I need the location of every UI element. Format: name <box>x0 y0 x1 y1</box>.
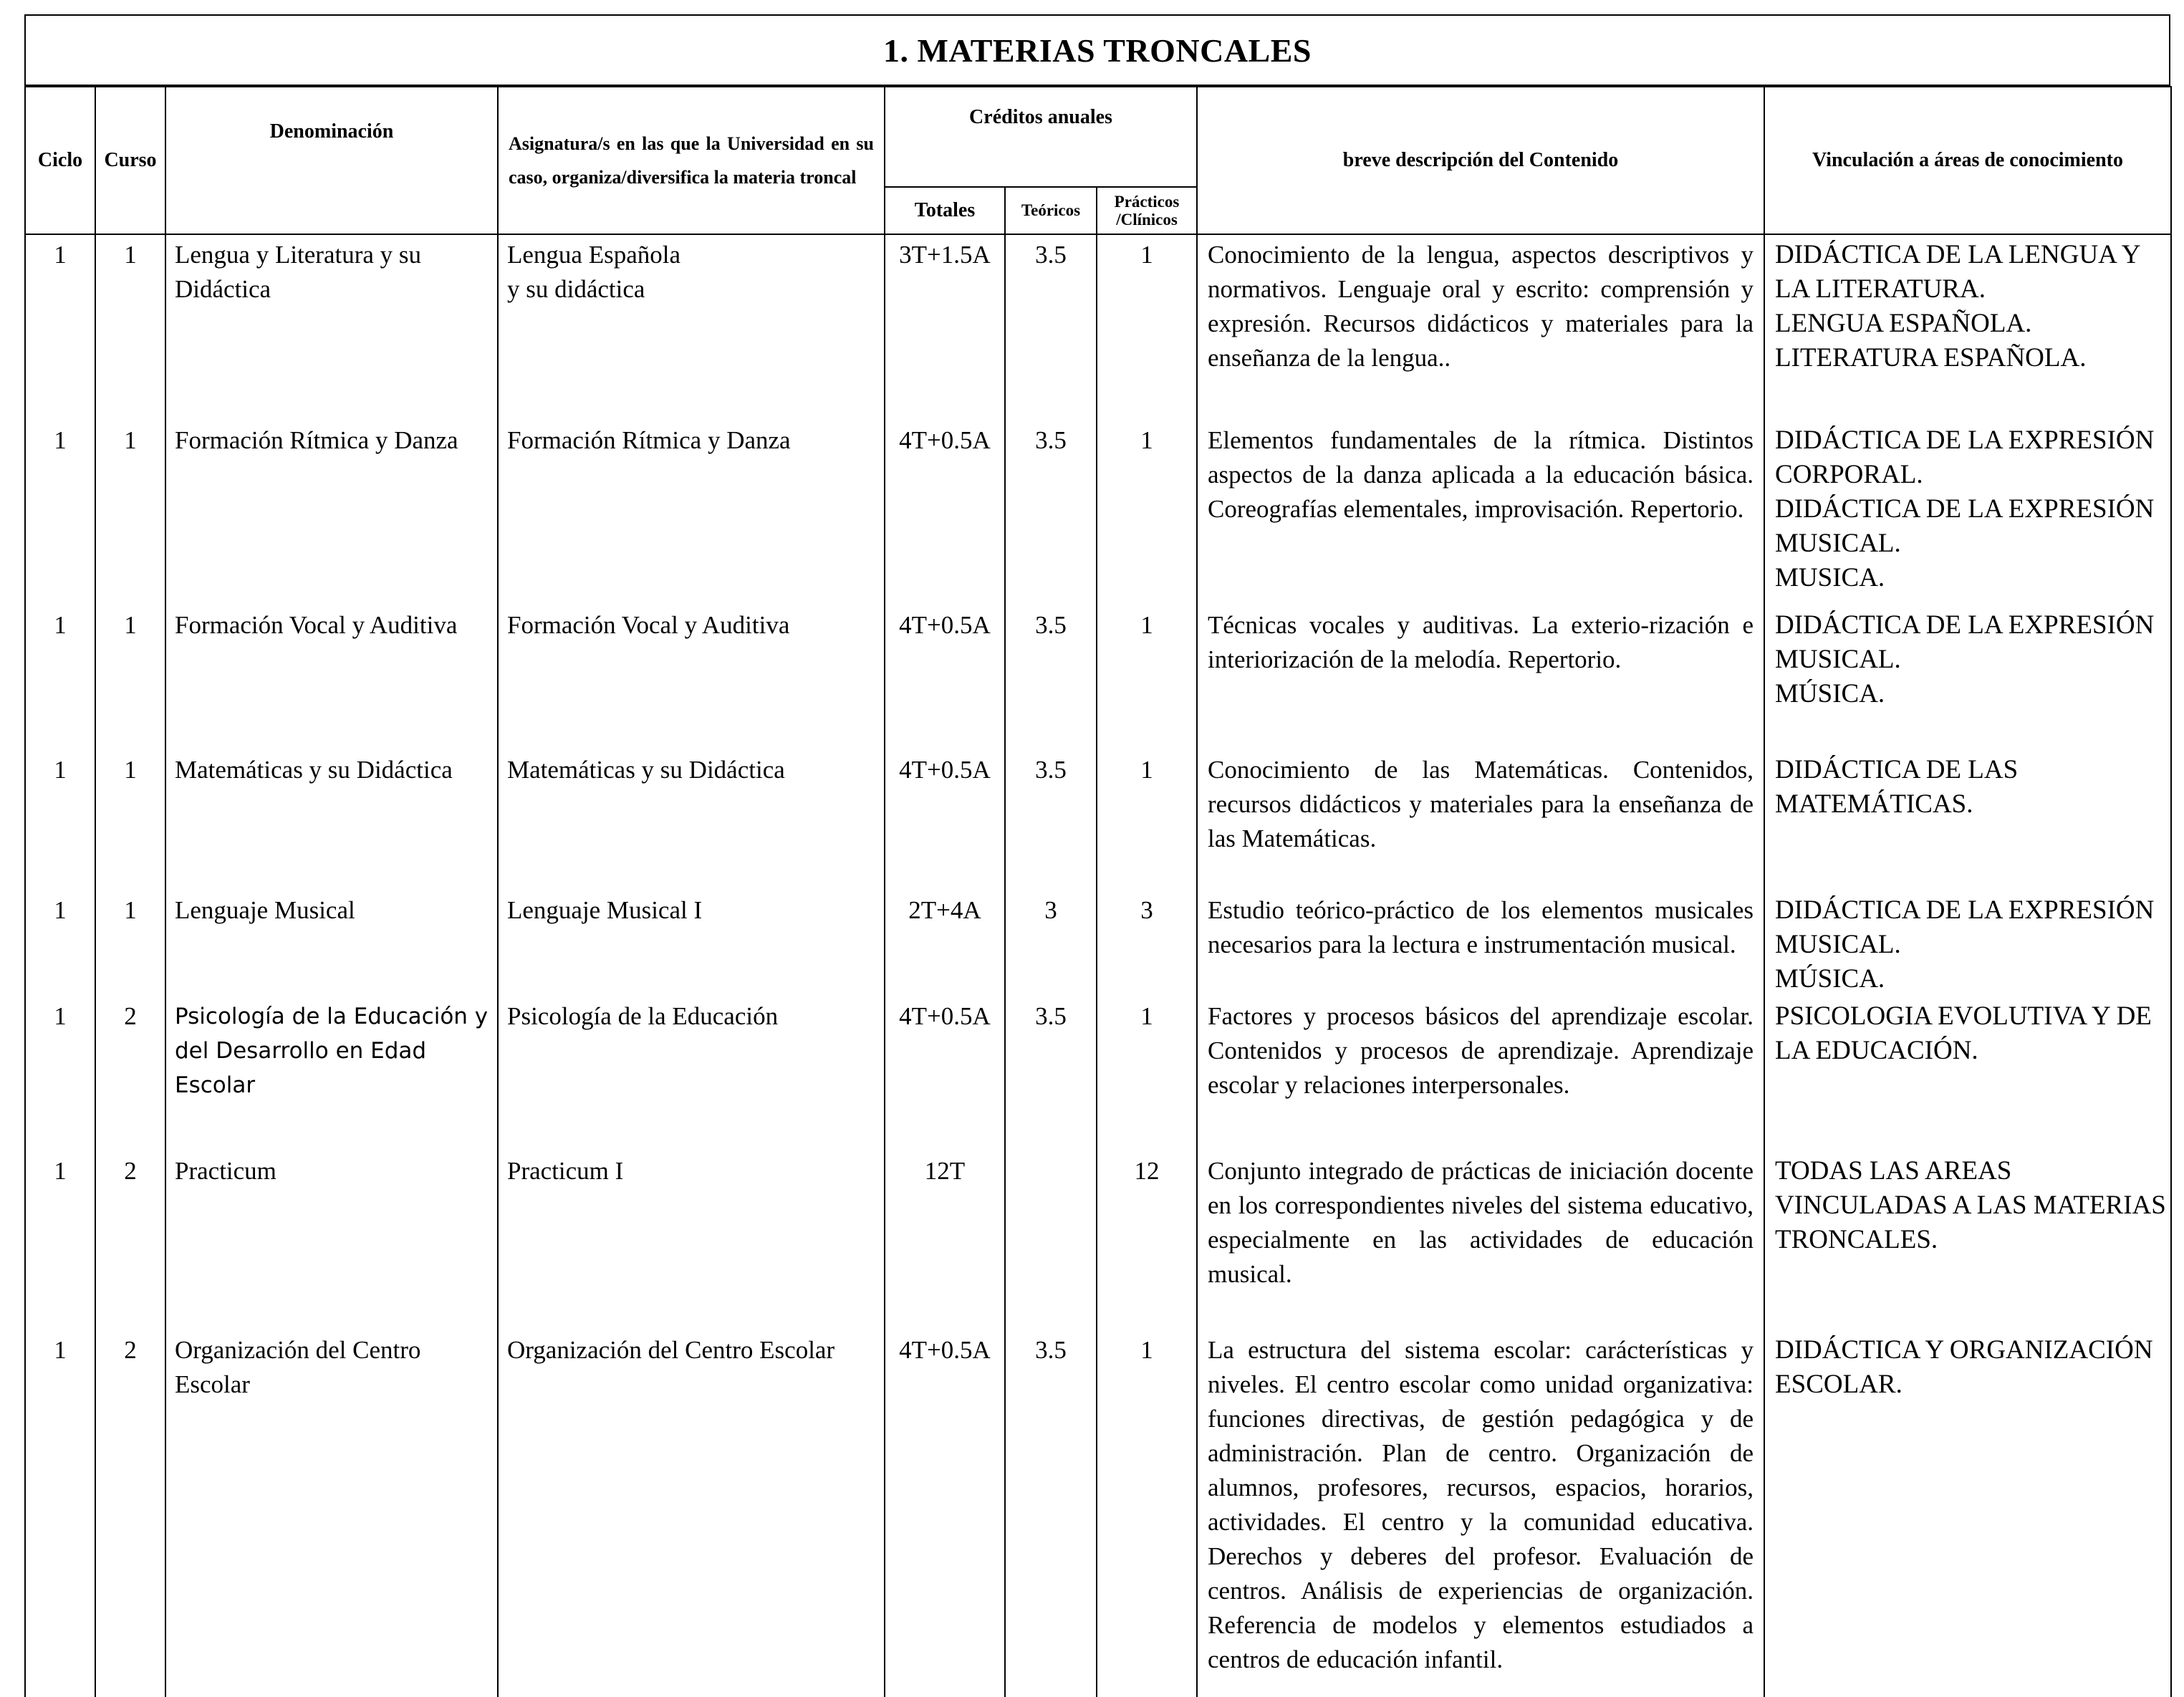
cell-denominacion: Matemáticas y su Didáctica <box>165 750 498 890</box>
table-body <box>25 234 2171 1697</box>
cell-denominacion: Practicum <box>165 1151 498 1330</box>
cell-asignatura: Lengua Española y su didáctica <box>498 234 885 420</box>
cell-asignatura: Practicum I <box>498 1151 885 1330</box>
document <box>24 14 2170 1697</box>
cell-asignatura: Matemáticas y su Didáctica <box>498 750 885 890</box>
cell-practicos: 1 <box>1097 750 1197 890</box>
header-descripcion: breve descripción del Contenido <box>1197 87 1764 234</box>
cell-denominacion: Lenguaje Musical <box>165 890 498 996</box>
table-row <box>25 750 2171 890</box>
cell-ciclo: 1 <box>25 605 95 750</box>
cell-totales: 4T+0.5A <box>885 1330 1005 1697</box>
header-denominacion: Denominación <box>165 87 498 234</box>
cell-descripcion: Conjunto integrado de prácticas de iniciación docente en los correspondientes niveles del sistema educativo, especialmente en las actividades de educación musical. <box>1197 1151 1764 1330</box>
cell-practicos: 3 <box>1097 890 1197 996</box>
cell-ciclo: 1 <box>25 750 95 890</box>
cell-ciclo: 1 <box>25 1330 95 1697</box>
header-curso: Curso <box>95 87 165 234</box>
cell-practicos: 12 <box>1097 1151 1197 1330</box>
cell-asignatura: Formación Vocal y Auditiva <box>498 605 885 750</box>
cell-ciclo: 1 <box>25 890 95 996</box>
cell-curso: 1 <box>95 750 165 890</box>
cell-curso: 1 <box>95 605 165 750</box>
cell-totales: 3T+1.5A <box>885 234 1005 420</box>
header-creditos: Créditos anuales <box>885 87 1197 187</box>
cell-totales: 2T+4A <box>885 890 1005 996</box>
header-practicos: Prácticos /Clínicos <box>1097 187 1197 234</box>
cell-asignatura: Psicología de la Educación <box>498 996 885 1151</box>
cell-vinculacion: TODAS LAS AREAS VINCULADAS A LAS MATERIAS TRONCALES. <box>1764 1151 2171 1330</box>
cell-asignatura: Formación Rítmica y Danza <box>498 420 885 605</box>
cell-teoricos: 3.5 <box>1005 1330 1097 1697</box>
table-row <box>25 890 2171 996</box>
subjects-table <box>24 86 2172 1697</box>
table-row <box>25 420 2171 605</box>
cell-vinculacion: DIDÁCTICA DE LA EXPRESIÓN MUSICAL. MÚSICA. <box>1764 890 2171 996</box>
cell-asignatura: Organización del Centro Escolar <box>498 1330 885 1697</box>
cell-ciclo: 1 <box>25 420 95 605</box>
cell-asignatura: Lenguaje Musical I <box>498 890 885 996</box>
cell-denominacion: Formación Rítmica y Danza <box>165 420 498 605</box>
cell-practicos: 1 <box>1097 234 1197 420</box>
cell-denominacion: Formación Vocal y Auditiva <box>165 605 498 750</box>
cell-vinculacion: DIDÁCTICA DE LA LENGUA Y LA LITERATURA. LENGUA ESPAÑOLA. LITERATURA ESPAÑOLA. <box>1764 234 2171 420</box>
cell-totales: 4T+0.5A <box>885 420 1005 605</box>
cell-vinculacion: DIDÁCTICA DE LA EXPRESIÓN MUSICAL. MÚSICA. <box>1764 605 2171 750</box>
cell-curso: 2 <box>95 1151 165 1330</box>
page-title: 1. MATERIAS TRONCALES <box>24 14 2170 86</box>
cell-curso: 1 <box>95 234 165 420</box>
cell-totales: 4T+0.5A <box>885 996 1005 1151</box>
cell-curso: 2 <box>95 1330 165 1697</box>
cell-vinculacion: DIDÁCTICA DE LA EXPRESIÓN CORPORAL. DIDÁCTICA DE LA EXPRESIÓN MUSICAL. MUSICA. <box>1764 420 2171 605</box>
cell-totales: 4T+0.5A <box>885 750 1005 890</box>
cell-teoricos: 3.5 <box>1005 234 1097 420</box>
cell-descripcion: Elementos fundamentales de la rítmica. Distintos aspectos de la danza aplicada a la educación básica. Coreografías elementales, improvisación. Repertorio. <box>1197 420 1764 605</box>
cell-ciclo: 1 <box>25 996 95 1151</box>
cell-totales: 12T <box>885 1151 1005 1330</box>
cell-teoricos: 3.5 <box>1005 996 1097 1151</box>
header-totales: Totales <box>885 187 1005 234</box>
cell-ciclo: 1 <box>25 234 95 420</box>
table-row <box>25 1151 2171 1330</box>
cell-totales: 4T+0.5A <box>885 605 1005 750</box>
header-vinculacion: Vinculación a áreas de conocimiento <box>1764 87 2171 234</box>
cell-curso: 1 <box>95 890 165 996</box>
cell-descripcion: La estructura del sistema escolar: carácterísticas y niveles. El centro escolar como unidad organizativa: funciones directivas, de gestión pedagógica y de administración. Plan de centro. Organización de alumnos, profesores, recursos, espacios, horarios, actividades. El centro y la comunidad educativa. Derechos y deberes del profesor. Evaluación de centros. Análisis de experiencias de organización. Referencia de modelos y elementos estudiados a centros de educación infantil. <box>1197 1330 1764 1697</box>
table-row <box>25 996 2171 1151</box>
cell-practicos: 1 <box>1097 1330 1197 1697</box>
cell-descripcion: Conocimiento de la lengua, aspectos descriptivos y normativos. Lenguaje oral y escrito: comprensión y expresión. Recursos didácticos y materiales para la enseñanza de la lengua.. <box>1197 234 1764 420</box>
cell-teoricos: 3.5 <box>1005 750 1097 890</box>
header-asignatura: Asignatura/s en las que la Universidad en su caso, organiza/diversifica la materia troncal <box>498 87 885 234</box>
table-row <box>25 605 2171 750</box>
cell-denominacion: Psicología de la Educación y del Desarrollo en Edad Escolar <box>165 996 498 1151</box>
cell-practicos: 1 <box>1097 420 1197 605</box>
cell-teoricos <box>1005 1151 1097 1330</box>
cell-teoricos: 3.5 <box>1005 605 1097 750</box>
cell-vinculacion: PSICOLOGIA EVOLUTIVA Y DE LA EDUCACIÓN. <box>1764 996 2171 1151</box>
cell-teoricos: 3 <box>1005 890 1097 996</box>
cell-practicos: 1 <box>1097 605 1197 750</box>
cell-vinculacion: DIDÁCTICA Y ORGANIZACIÓN ESCOLAR. <box>1764 1330 2171 1697</box>
cell-denominacion: Lengua y Literatura y su Didáctica <box>165 234 498 420</box>
cell-descripcion: Conocimiento de las Matemáticas. Contenidos, recursos didácticos y materiales para la enseñanza de las Matemáticas. <box>1197 750 1764 890</box>
cell-curso: 2 <box>95 996 165 1151</box>
cell-vinculacion: DIDÁCTICA DE LAS MATEMÁTICAS. <box>1764 750 2171 890</box>
header-teoricos: Teóricos <box>1005 187 1097 234</box>
cell-denominacion: Organización del Centro Escolar <box>165 1330 498 1697</box>
cell-descripcion: Factores y procesos básicos del aprendizaje escolar. Contenidos y procesos de aprendizaje. Aprendizaje escolar y relaciones interpersonales. <box>1197 996 1764 1151</box>
cell-descripcion: Estudio teórico-práctico de los elementos musicales necesarios para la lectura e instrumentación musical. <box>1197 890 1764 996</box>
table-header <box>25 87 2171 234</box>
table-row <box>25 234 2171 420</box>
cell-descripcion: Técnicas vocales y auditivas. La exterio-rización e interiorización de la melodía. Repertorio. <box>1197 605 1764 750</box>
cell-ciclo: 1 <box>25 1151 95 1330</box>
table-row <box>25 1330 2171 1697</box>
cell-teoricos: 3.5 <box>1005 420 1097 605</box>
cell-practicos: 1 <box>1097 996 1197 1151</box>
cell-curso: 1 <box>95 420 165 605</box>
header-ciclo: Ciclo <box>25 87 95 234</box>
